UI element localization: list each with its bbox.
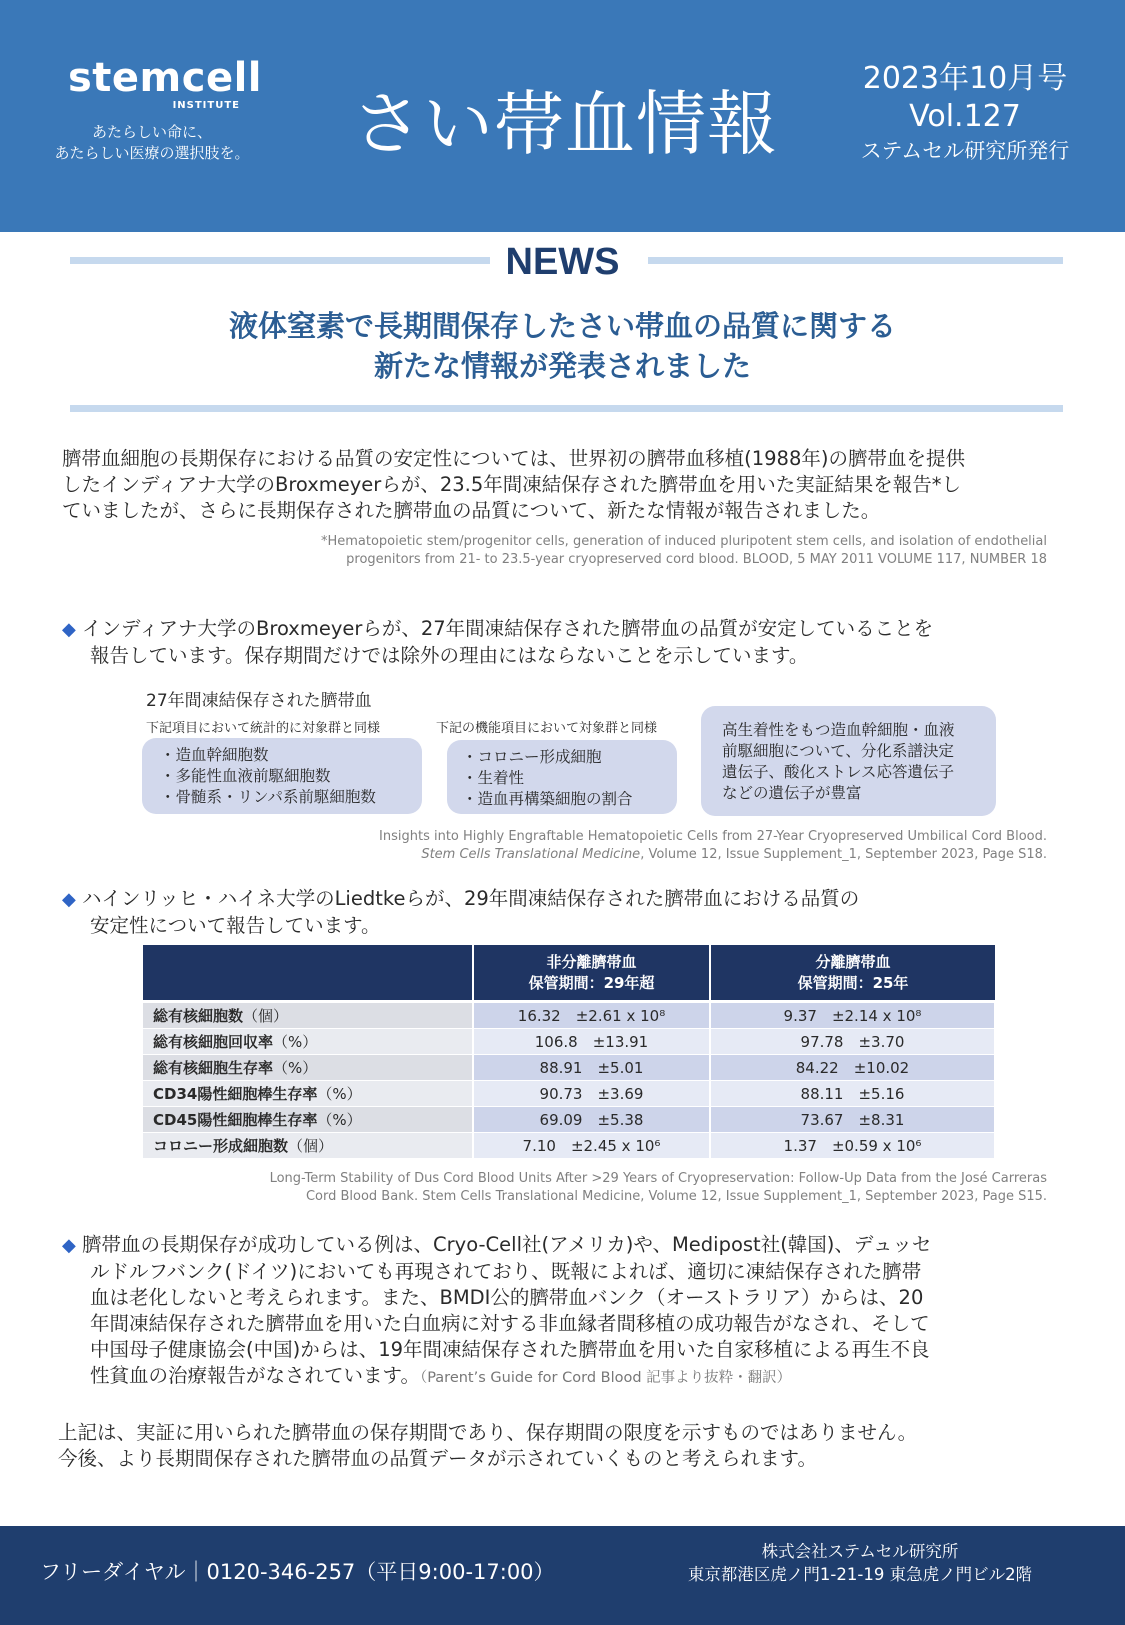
box3-line: 高生着性をもつ造血幹細胞・血液: [722, 721, 955, 739]
publisher: ステムセル研究所発行: [860, 139, 1070, 163]
closing-line: 今後、より長期間保存された臍帯血の品質データが示されていくものと考えられます。: [58, 1447, 817, 1470]
newsletter-title: さい帯血情報: [352, 83, 778, 165]
diamond-bullet-icon: ◆: [62, 1235, 76, 1256]
cell-separated: 9.37 ±2.14 x 10⁸: [710, 1003, 995, 1029]
section3-line: 中国母子健康協会(中国)からは、19年間凍結保存された臍帯血を用いた自家移植による再生不良: [90, 1338, 930, 1361]
table-row: [143, 1107, 995, 1133]
cell-unseparated: 7.10 ±2.45 x 10⁶: [473, 1133, 710, 1159]
box1-label: 下記項目において統計的に対象群と同様: [146, 721, 381, 736]
list-item: ・コロニー形成細胞: [462, 748, 602, 766]
company-name: 株式会社ステムセル研究所: [761, 1542, 959, 1561]
cell-separated: 73.67 ±8.31: [710, 1107, 995, 1133]
intro-footnote: [200, 533, 1047, 569]
footer-company: [660, 1540, 1060, 1586]
cell-unseparated: 16.32 ±2.61 x 10⁸: [473, 1003, 710, 1029]
list-item: ・造血幹細胞数: [160, 746, 269, 764]
reference-line: [200, 846, 1047, 864]
intro-line: ていましたが、さらに長期保存された臍帯血の品質について、新たな情報が報告されました。: [62, 499, 881, 522]
cell-unseparated: 69.09 ±5.38: [473, 1107, 710, 1133]
cell-separated: 97.78 ±3.70: [710, 1029, 995, 1055]
section2-line: ハインリッヒ・ハイネ大学のLiedtkeらが、29年間凍結保存された臍帯血における品質の: [82, 887, 860, 910]
cell-separated: 88.11 ±5.16: [710, 1081, 995, 1107]
section3-line: 年間凍結保存された臍帯血を用いた白血病に対する非血縁者間移植の成功報告がなされ、そして: [90, 1312, 930, 1335]
section1-line: インディアナ大学のBroxmeyerらが、27年間凍結保存された臍帯血の品質が安定していることを: [82, 617, 934, 640]
section1-reference: [200, 828, 1047, 864]
comparison-table: [143, 945, 996, 1159]
row-label: 総有核細胞回収率（%）: [143, 1029, 473, 1055]
table-row: [143, 1055, 995, 1081]
box3-line: などの遺伝子が豊富: [722, 784, 862, 802]
divider: [70, 405, 1063, 412]
journal-name: Stem Cells Translational Medicine: [421, 847, 641, 862]
section1-subtitle: 27年間凍結保存された臍帯血: [146, 691, 372, 711]
list-item: ・多能性血液前駆細胞数: [160, 767, 331, 785]
cell-separated: 1.37 ±0.59 x 10⁶: [710, 1133, 995, 1159]
closing-line: 上記は、実証に用いられた臍帯血の保存期間であり、保存期間の限度を示すものではありません。: [58, 1421, 918, 1444]
cell-unseparated: 106.8 ±13.91: [473, 1029, 710, 1055]
cell-unseparated: 88.91 ±5.01: [473, 1055, 710, 1081]
reference-detail: , Volume 12, Issue Supplement_1, September 2023, Page S18.: [640, 847, 1047, 862]
intro-line: したインディアナ大学のBroxmeyerらが、23.5年間凍結保存された臍帯血を用いた実証結果を報告*し: [62, 473, 961, 496]
reference-line: Insights into Highly Engraftable Hematopoietic Cells from 27-Year Cryopreserved Umbilical Cord Blood.: [379, 829, 1047, 844]
section2-heading: [62, 886, 1062, 939]
list-item: ・生着性: [462, 769, 525, 787]
footnote-line: *Hematopoietic stem/progenitor cells, generation of induced pluripotent stem cells, and isolation of endothelial: [320, 534, 1047, 549]
table-row: [143, 1081, 995, 1107]
table-header-blank: [143, 945, 473, 1000]
box3-line: 前駆細胞について、分化系譜決定: [722, 742, 954, 760]
source-note: （Parent’s Guide for Cord Blood 記事より抜粋・翻訳）: [419, 1370, 792, 1386]
table-row: [143, 1003, 995, 1029]
box2-list: [462, 747, 633, 810]
section3-line: ルドルフバンク(ドイツ)においても再現されており、既報によれば、適切に凍結保存された臍帯: [90, 1260, 922, 1283]
issue-date: 2023年10月号: [862, 61, 1068, 96]
section2-line: 安定性について報告しています。: [90, 914, 381, 937]
header-line: 保管期間：25年: [797, 973, 909, 992]
diamond-bullet-icon: ◆: [62, 889, 76, 910]
row-label: 総有核細胞生存率（%）: [143, 1055, 473, 1081]
issue-info: [850, 60, 1080, 166]
section3-paragraph: [62, 1232, 1072, 1391]
intro-line: 臍帯血細胞の長期保存における品質の安定性については、世界初の臍帯血移植(1988年)の臍帯血を提供: [62, 447, 965, 470]
issue-volume: Vol.127: [909, 99, 1021, 134]
header-line: 分離臍帯血: [815, 952, 891, 971]
section3-line: 性貧血の治療報告がなされています。: [90, 1364, 420, 1387]
list-item: ・造血再構築細胞の割合: [462, 790, 633, 808]
table-row: [143, 1133, 995, 1159]
tagline: [40, 122, 264, 164]
cell-separated: 84.22 ±10.02: [710, 1055, 995, 1081]
table-header-separated: [710, 945, 995, 1000]
header-line: 非分離臍帯血: [546, 952, 637, 971]
table-row: [143, 1029, 995, 1055]
intro-paragraph: [62, 446, 1072, 524]
row-label: CD45陽性細胞棒生存率（%）: [143, 1107, 473, 1133]
footer-phone: フリーダイヤル｜0120-346-257（平日9:00-17:00）: [40, 1560, 555, 1584]
reference-line: Long-Term Stability of Dus Cord Blood Units After >29 Years of Cryopreservation: Follow-Up Data from the José Carreras: [269, 1171, 1047, 1186]
cell-unseparated: 90.73 ±3.69: [473, 1081, 710, 1107]
box2-label: 下記の機能項目において対象群と同様: [436, 721, 658, 736]
section1-line: 報告しています。保存期間だけでは除外の理由にはならないことを示しています。: [90, 644, 809, 667]
row-label: コロニー形成細胞数（個）: [143, 1133, 473, 1159]
reference-line: Cord Blood Bank. Stem Cells Translational Medicine, Volume 12, Issue Supplement_1, September 2023, Page S15.: [305, 1189, 1047, 1204]
news-label: NEWS: [505, 241, 620, 283]
list-item: ・骨髄系・リンパ系前駆細胞数: [160, 788, 376, 806]
row-label: CD34陽性細胞棒生存率（%）: [143, 1081, 473, 1107]
section1-heading: [62, 616, 1062, 669]
row-label: 総有核細胞数（個）: [143, 1003, 473, 1029]
header-line: 保管期間：29年超: [528, 973, 655, 992]
section3-line: 血は老化しないと考えられます。また、BMDI公的臍帯血バンク（オーストラリア）からは、20: [90, 1286, 924, 1309]
logo-subtitle: INSTITUTE: [172, 100, 240, 111]
table-header-unseparated: [473, 945, 710, 1000]
section3-line: 臍帯血の長期保存が成功している例は、Cryo-Cell社(アメリカ)や、Medipost社(韓国)、デュッセ: [82, 1233, 932, 1256]
diamond-bullet-icon: ◆: [62, 619, 76, 640]
tagline-line: あたらしい医療の選択肢を。: [54, 144, 250, 162]
company-address: 東京都港区虎ノ門1-21-19 東急虎ノ門ビル2階: [687, 1565, 1033, 1584]
logo: stemcell: [68, 55, 262, 101]
box3-text: [722, 720, 955, 804]
headline-line: 新たな情報が発表されました: [373, 349, 751, 383]
tagline-line: あたらしい命に、: [91, 123, 212, 141]
news-headline: [60, 306, 1065, 386]
closing-paragraph: [58, 1420, 1068, 1472]
headline-line: 液体窒素で長期間保存したさい帯血の品質に関する: [228, 309, 896, 343]
section2-reference: [100, 1170, 1047, 1206]
box1-list: [160, 745, 376, 808]
footnote-line: progenitors from 21- to 23.5-year cryopreserved cord blood. BLOOD, 5 MAY 2011 VOLUME 117, NUMBER 18: [346, 552, 1047, 567]
box3-line: 遺伝子、酸化ストレス応答遺伝子: [722, 763, 955, 781]
